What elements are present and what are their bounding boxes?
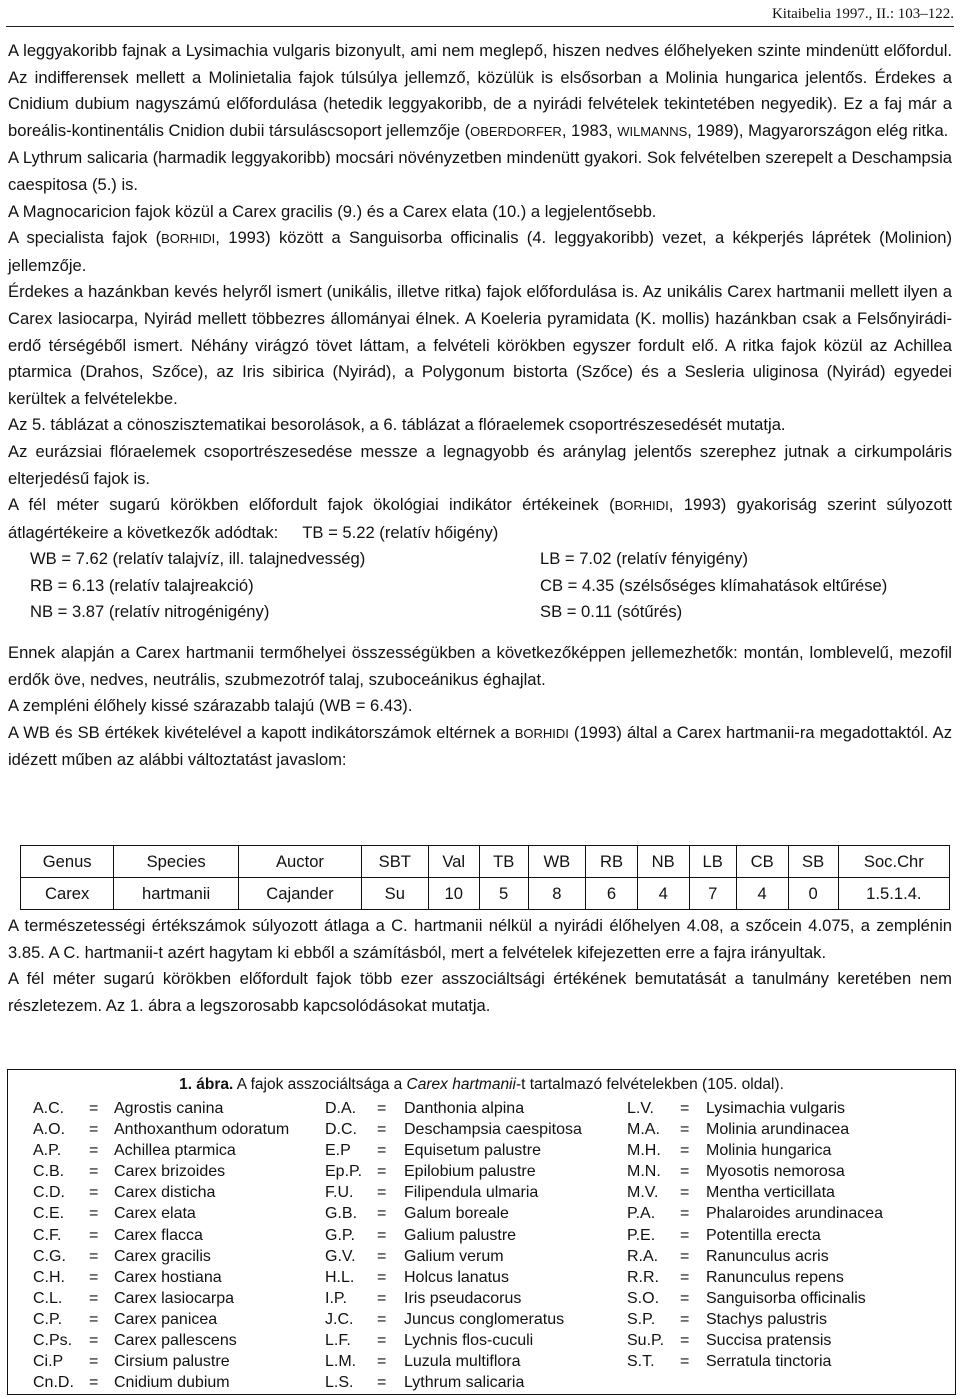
indicator-cb: CB = 4.35 (szélsőséges klímahatások eltűrése) bbox=[540, 575, 888, 595]
paragraph-text: A leggyakoribb fajnak a Lysimachia vulgaris bizonyult, ami nem meglepő, hiszen nedves élőhelyeken szinte mindenütt előfordul. Az indifferensek mellett a Molinietalia fajok túlsúlya jellemző, közülük is elsősorban a Molinia hungarica jelentős. Érdekes a Cnidium dubium nagyszámú előfordulása (hetedik leggyakoribb, de a nyirádi felvételek tekintetében negyedik). bbox=[8, 41, 952, 114]
species-name: Holcus lanatus bbox=[404, 1268, 509, 1286]
species-name: Carex gracilis bbox=[114, 1247, 211, 1265]
indicator-row bbox=[8, 546, 952, 573]
species-name: Carex panicea bbox=[114, 1310, 218, 1328]
abbreviation-code: C.F. bbox=[33, 1226, 62, 1244]
equals-sign: = bbox=[89, 1310, 99, 1328]
equals-sign: = bbox=[89, 1353, 99, 1371]
equals-sign: = bbox=[377, 1205, 387, 1223]
equals-sign: = bbox=[377, 1268, 387, 1286]
species-name: Cirsium palustre bbox=[114, 1353, 230, 1371]
equals-sign: = bbox=[680, 1332, 690, 1350]
abbreviation-code: C.E. bbox=[33, 1205, 65, 1223]
species-name: Ranunculus repens bbox=[706, 1268, 844, 1286]
table-cell: Carex bbox=[21, 878, 114, 910]
equals-sign: = bbox=[680, 1247, 690, 1265]
table-cell: 8 bbox=[528, 878, 586, 910]
table-cell: 6 bbox=[586, 878, 638, 910]
equals-sign: = bbox=[89, 1226, 99, 1244]
table-cell: hartmanii bbox=[114, 878, 239, 910]
species-name: Serratula tinctoria bbox=[706, 1353, 832, 1371]
equals-sign: = bbox=[377, 1163, 387, 1181]
species-name: Juncus conglomeratus bbox=[404, 1310, 565, 1328]
abbreviation-row bbox=[8, 1142, 955, 1163]
table-header-cell: SBT bbox=[362, 846, 429, 878]
abbreviation-code: C.L. bbox=[33, 1289, 63, 1307]
table-cell: 0 bbox=[788, 878, 838, 910]
species-name: Achillea ptarmica bbox=[114, 1142, 236, 1160]
paragraph-association: A fél méter sugarú körökben előfordult fajok több ezer asszociáltsági értékének bemutatását a tanulmány keretében nem részletezem. Az 1. ábra a legszorosabb kapcsolódásokat mutatja. bbox=[8, 969, 952, 1015]
abbreviation-row bbox=[8, 1248, 955, 1269]
table-cell: Cajander bbox=[238, 878, 361, 910]
species-name: Molinia arundinacea bbox=[706, 1121, 850, 1139]
species-name: Carex flacca bbox=[114, 1226, 203, 1244]
figure-label: 1. ábra. bbox=[179, 1076, 234, 1093]
species-name: Lysimachia vulgaris bbox=[706, 1100, 846, 1117]
paragraph-text: A specialista fajok ( bbox=[8, 228, 162, 248]
abbreviation-code: Ci.P bbox=[33, 1353, 64, 1371]
paragraph-text: (1993) által a Carex hartmanii-ra megadottaktól. Az idézett műben az alábbi változtatást javaslom: bbox=[8, 722, 953, 770]
abbreviation-code: L.F. bbox=[325, 1332, 351, 1350]
table-header-cell: Auctor bbox=[238, 846, 361, 878]
equals-sign: = bbox=[89, 1247, 99, 1265]
paragraph-text: , 1989), Magyarországon elég ritka. bbox=[687, 120, 949, 140]
abbreviation-code: P.A. bbox=[627, 1205, 656, 1223]
species-name: Equisetum palustre bbox=[404, 1142, 541, 1160]
equals-sign: = bbox=[377, 1226, 387, 1244]
abbreviation-code: S.P. bbox=[627, 1310, 656, 1328]
species-name: Molinia hungarica bbox=[706, 1142, 832, 1160]
species-name: Carex disticha bbox=[114, 1184, 216, 1202]
abbreviation-code: R.A. bbox=[627, 1247, 659, 1265]
paragraph-tables: Az 5. táblázat a cönoszisztematikai besorolások, a 6. táblázat a flóraelemek csoportrészesedését mutatja. bbox=[8, 415, 786, 435]
equals-sign: = bbox=[377, 1289, 387, 1307]
paragraph-text: A fél méter sugarú körökben előfordult fajok ökológiai indikátor értékeinek ( bbox=[8, 495, 615, 515]
equals-sign: = bbox=[377, 1332, 387, 1350]
equals-sign: = bbox=[89, 1163, 99, 1181]
paragraph-rare-species: Érdekes a hazánkban kevés helyről ismert (unikális, illetve ritka) fajok előfordulása is. Az unikális Carex hartmanii mellett ilyen a Carex lasiocarpa, Nyirád mellett többezres állományai élnek. A Koeleria pyramidata (K. mollis) hazánkban csak a Felsőnyirádi-erdő térségéből ismert. Néhány virágzó tövet láttam, a felvételi körökben egyszer fordult elő. A ritka fajok közül az Achillea ptarmica (Drahos, Szőce), az Iris sibirica (Nyirád), a Polygonum bistorta (Szőce) és a Sesleria uliginosa (Nyirád) egyedei kerültek a felvételekbe. bbox=[8, 282, 952, 408]
abbreviation-row bbox=[8, 1121, 955, 1142]
table-cell: 10 bbox=[428, 878, 479, 910]
equals-sign: = bbox=[89, 1121, 99, 1139]
table-header-cell: CB bbox=[736, 846, 788, 878]
equals-sign: = bbox=[377, 1374, 387, 1392]
equals-sign: = bbox=[377, 1100, 387, 1117]
equals-sign: = bbox=[377, 1353, 387, 1371]
abbreviation-code: C.Ps. bbox=[33, 1332, 73, 1350]
table-cell: 7 bbox=[689, 878, 736, 910]
abbreviation-row bbox=[8, 1269, 955, 1290]
running-header: Kitaibelia 1997., II.: 103–122. bbox=[771, 6, 954, 22]
abbreviation-list bbox=[8, 1100, 955, 1395]
table-header-cell: RB bbox=[586, 846, 638, 878]
table-header-cell: WB bbox=[528, 846, 586, 878]
equals-sign: = bbox=[377, 1184, 387, 1202]
abbreviation-code: L.S. bbox=[325, 1374, 354, 1392]
species-name: Carex brizoides bbox=[114, 1163, 226, 1181]
table-header-cell: Genus bbox=[21, 846, 114, 878]
abbreviation-code: C.G. bbox=[33, 1247, 66, 1265]
author-name: WILMANNS bbox=[617, 123, 688, 139]
species-name: Potentilla erecta bbox=[706, 1226, 821, 1244]
equals-sign: = bbox=[377, 1247, 387, 1265]
paragraph-text: , 1983, bbox=[561, 120, 618, 140]
table-header-row bbox=[21, 846, 950, 878]
equals-sign: = bbox=[680, 1226, 690, 1244]
indicator-lb: LB = 7.02 (relatív fényigény) bbox=[540, 549, 748, 569]
species-name: Galum boreale bbox=[404, 1205, 509, 1223]
paragraph-zemplen: A zempléni élőhely kissé szárazabb talajú (WB = 6.43). bbox=[8, 696, 413, 716]
abbreviation-row bbox=[8, 1374, 955, 1395]
abbreviation-code: C.H. bbox=[33, 1268, 65, 1286]
species-name: Myosotis nemorosa bbox=[706, 1163, 845, 1181]
species-name: Mentha verticillata bbox=[706, 1184, 835, 1202]
indicator-tb: TB = 5.22 (relatív hőigény) bbox=[302, 522, 499, 542]
abbreviation-code: M.V. bbox=[627, 1184, 659, 1202]
equals-sign: = bbox=[680, 1289, 690, 1307]
figure-legend-box bbox=[7, 1069, 956, 1395]
species-values-table bbox=[20, 845, 950, 910]
equals-sign: = bbox=[89, 1332, 99, 1350]
paragraph-magnocaricion: A Magnocaricion fajok közül a Carex gracilis (9.) és a Carex elata (10.) a legjelentősebb. bbox=[8, 201, 657, 221]
species-name: Epilobium palustre bbox=[404, 1163, 536, 1181]
abbreviation-code: C.P. bbox=[33, 1310, 63, 1328]
paragraph-naturalness: A természetességi értékszámok súlyozott átlaga a C. hartmanii nélkül a nyirádi élőhelyen 4.08, a szőcein 4.075, a zemplénin 3.85. A C. hartmanii-t azért hagytam ki ebből a számításból, mert a felvételek kifejezetten erre a fajra irányultak. bbox=[8, 916, 952, 962]
equals-sign: = bbox=[680, 1205, 690, 1223]
equals-sign: = bbox=[89, 1142, 99, 1160]
species-name: Phalaroides arundinacea bbox=[706, 1205, 884, 1223]
abbreviation-row bbox=[8, 1227, 955, 1248]
species-name: Carex pallescens bbox=[114, 1332, 237, 1350]
abbreviation-code: D.C. bbox=[325, 1121, 357, 1139]
equals-sign: = bbox=[377, 1142, 387, 1160]
equals-sign: = bbox=[89, 1268, 99, 1286]
equals-sign: = bbox=[680, 1121, 690, 1139]
abbreviation-row bbox=[8, 1290, 955, 1311]
abbreviation-code: G.P. bbox=[325, 1226, 355, 1244]
abbreviation-code: M.H. bbox=[627, 1142, 661, 1160]
paragraph-specialist bbox=[8, 225, 952, 279]
equals-sign: = bbox=[680, 1184, 690, 1202]
paragraph-habitat: Ennek alapján a Carex hartmanii termőhelyei összességükben a következőképpen jellemezhetők: montán, lomblevelű, mezofil erdők öve, nedves, neutrális, szubmezotróf talaj, szuboceánikus éghajlat. bbox=[8, 643, 952, 689]
equals-sign: = bbox=[89, 1184, 99, 1202]
table-cell: 5 bbox=[479, 878, 528, 910]
abbreviation-row bbox=[8, 1163, 955, 1184]
species-name: Lythrum salicaria bbox=[404, 1374, 525, 1392]
paragraph-indicator bbox=[8, 492, 952, 546]
caption-text: A fajok asszociáltsága a bbox=[233, 1076, 407, 1093]
equals-sign: = bbox=[680, 1142, 690, 1160]
indicator-rb: RB = 6.13 (relatív talajreakció) bbox=[30, 575, 254, 595]
indicator-nb: NB = 3.87 (relatív nitrogénigény) bbox=[30, 602, 270, 622]
table-cell: 1.5.1.4. bbox=[838, 878, 949, 910]
table-header-cell: SB bbox=[788, 846, 838, 878]
equals-sign: = bbox=[377, 1121, 387, 1139]
species-name: Cnidium dubium bbox=[114, 1374, 230, 1392]
species-name: Carex lasiocarpa bbox=[114, 1289, 235, 1307]
abbreviation-code: J.C. bbox=[325, 1310, 354, 1328]
indicator-sb: SB = 0.11 (sótűrés) bbox=[540, 602, 683, 622]
header-rule bbox=[6, 26, 954, 27]
table-cell: 4 bbox=[637, 878, 689, 910]
indicator-row bbox=[8, 599, 952, 626]
caption-species: Carex hartmanii bbox=[406, 1076, 516, 1093]
caption-text: -t tartalmazó felvételekben (105. oldal). bbox=[515, 1076, 784, 1093]
species-name: Filipendula ulmaria bbox=[404, 1184, 539, 1202]
abbreviation-code: E.P bbox=[325, 1142, 351, 1160]
species-name: Luzula multiflora bbox=[404, 1353, 521, 1371]
paragraph-proposal bbox=[8, 720, 952, 774]
table-header-cell: Val bbox=[428, 846, 479, 878]
paragraph-text: A WB és SB értékek kivételével a kapott indikátorszámok eltérnek a bbox=[8, 722, 515, 742]
abbreviation-row bbox=[8, 1353, 955, 1374]
abbreviation-code: S.T. bbox=[627, 1353, 655, 1371]
abbreviation-code: L.V. bbox=[627, 1100, 654, 1117]
species-name: Danthonia alpina bbox=[404, 1100, 525, 1117]
abbreviation-code: F.U. bbox=[325, 1184, 354, 1202]
indicator-row bbox=[8, 573, 952, 600]
species-name: Sanguisorba officinalis bbox=[706, 1289, 866, 1307]
table-header-cell: Soc.Chr bbox=[838, 846, 949, 878]
paragraph-lysimachia bbox=[8, 38, 952, 145]
abbreviation-code: P.E. bbox=[627, 1226, 656, 1244]
abbreviation-row bbox=[8, 1205, 955, 1226]
abbreviation-code: D.A. bbox=[325, 1100, 357, 1117]
species-name: Carex hostiana bbox=[114, 1268, 222, 1286]
abbreviation-code: M.N. bbox=[627, 1163, 661, 1181]
paragraph-lythrum: A Lythrum salicaria (harmadik leggyakoribb) mocsári növényzetben mindenütt gyakori. Sok felvételben szerepelt a Deschampsia caespitosa (5.) is. bbox=[8, 148, 952, 194]
equals-sign: = bbox=[680, 1163, 690, 1181]
table-cell: 4 bbox=[736, 878, 788, 910]
paragraph-text: , 1993) között a Sanguisorba officinalis (4. leggyakoribb) vezet, a kékperjés láprétek (Molinion) jellemzője. bbox=[8, 228, 952, 275]
abbreviation-row bbox=[8, 1184, 955, 1205]
equals-sign: = bbox=[680, 1310, 690, 1328]
equals-sign: = bbox=[680, 1268, 690, 1286]
species-name: Lychnis flos-cuculi bbox=[404, 1332, 534, 1350]
equals-sign: = bbox=[89, 1374, 99, 1392]
species-name: Galium verum bbox=[404, 1247, 504, 1265]
equals-sign: = bbox=[89, 1289, 99, 1307]
abbreviation-code: R.R. bbox=[627, 1268, 659, 1286]
abbreviation-code: C.D. bbox=[33, 1184, 65, 1202]
equals-sign: = bbox=[377, 1310, 387, 1328]
species-name: Stachys palustris bbox=[706, 1310, 827, 1328]
table-row bbox=[21, 878, 950, 910]
author-name: BORHIDI bbox=[161, 231, 216, 247]
abbreviation-code: Su.P. bbox=[627, 1332, 665, 1350]
abbreviation-code: L.M. bbox=[325, 1353, 357, 1371]
abbreviation-code: C.B. bbox=[33, 1163, 65, 1181]
table-header-cell: Species bbox=[114, 846, 239, 878]
species-name: Galium palustre bbox=[404, 1226, 517, 1244]
species-name: Succisa pratensis bbox=[706, 1332, 832, 1350]
equals-sign: = bbox=[89, 1205, 99, 1223]
abbreviation-row bbox=[8, 1332, 955, 1353]
table-header-cell: TB bbox=[479, 846, 528, 878]
table-header-cell: LB bbox=[689, 846, 736, 878]
table-cell: Su bbox=[362, 878, 429, 910]
species-name: Agrostis canina bbox=[114, 1100, 224, 1117]
article-body-bottom bbox=[8, 913, 952, 1019]
abbreviation-code: H.L. bbox=[325, 1268, 355, 1286]
abbreviation-code: G.V. bbox=[325, 1247, 356, 1265]
author-name: BORHIDI bbox=[514, 725, 569, 741]
author-name: BORHIDI bbox=[614, 498, 669, 514]
abbreviation-code: S.O. bbox=[627, 1289, 660, 1307]
paragraph-text: , 1993) gyakoriság szerint súlyozott átlagértékeire a következők adódtak: bbox=[8, 495, 952, 542]
abbreviation-code: M.A. bbox=[627, 1121, 660, 1139]
abbreviation-code: A.O. bbox=[33, 1121, 66, 1139]
author-name: OBERDORFER bbox=[470, 123, 562, 139]
species-name: Iris pseudacorus bbox=[404, 1289, 522, 1307]
abbreviation-code: Cn.D. bbox=[33, 1374, 74, 1392]
species-name: Anthoxanthum odoratum bbox=[114, 1121, 290, 1139]
abbreviation-code: A.C. bbox=[33, 1100, 65, 1117]
equals-sign: = bbox=[680, 1100, 690, 1117]
species-name: Carex elata bbox=[114, 1205, 196, 1223]
abbreviation-code: I.P. bbox=[325, 1289, 347, 1307]
paragraph-text: Ez a faj már a boreális-kontinentális Cnidion dubii társuláscsoport jellemzője ( bbox=[8, 94, 952, 140]
abbreviation-code: Ep.P. bbox=[325, 1163, 363, 1181]
paragraph-floral-elements: Az eurázsiai flóraelemek csoportrészesedése messze a legnagyobb és aránylag jelentős szerephez jutnak a cirkumpoláris elterjedésű fajok is. bbox=[8, 441, 952, 488]
abbreviation-code: A.P. bbox=[33, 1142, 62, 1160]
table-header-cell: NB bbox=[637, 846, 689, 878]
species-name: Ranunculus acris bbox=[706, 1247, 829, 1265]
equals-sign: = bbox=[89, 1100, 99, 1117]
figure-caption bbox=[8, 1076, 955, 1094]
abbreviation-row bbox=[8, 1100, 955, 1121]
indicator-wb: WB = 7.62 (relatív talajvíz, ill. talajnedvesség) bbox=[30, 549, 366, 569]
species-name: Deschampsia caespitosa bbox=[404, 1121, 582, 1139]
abbreviation-code: G.B. bbox=[325, 1205, 358, 1223]
equals-sign: = bbox=[680, 1353, 690, 1371]
article-body bbox=[8, 38, 952, 774]
abbreviation-row bbox=[8, 1311, 955, 1332]
